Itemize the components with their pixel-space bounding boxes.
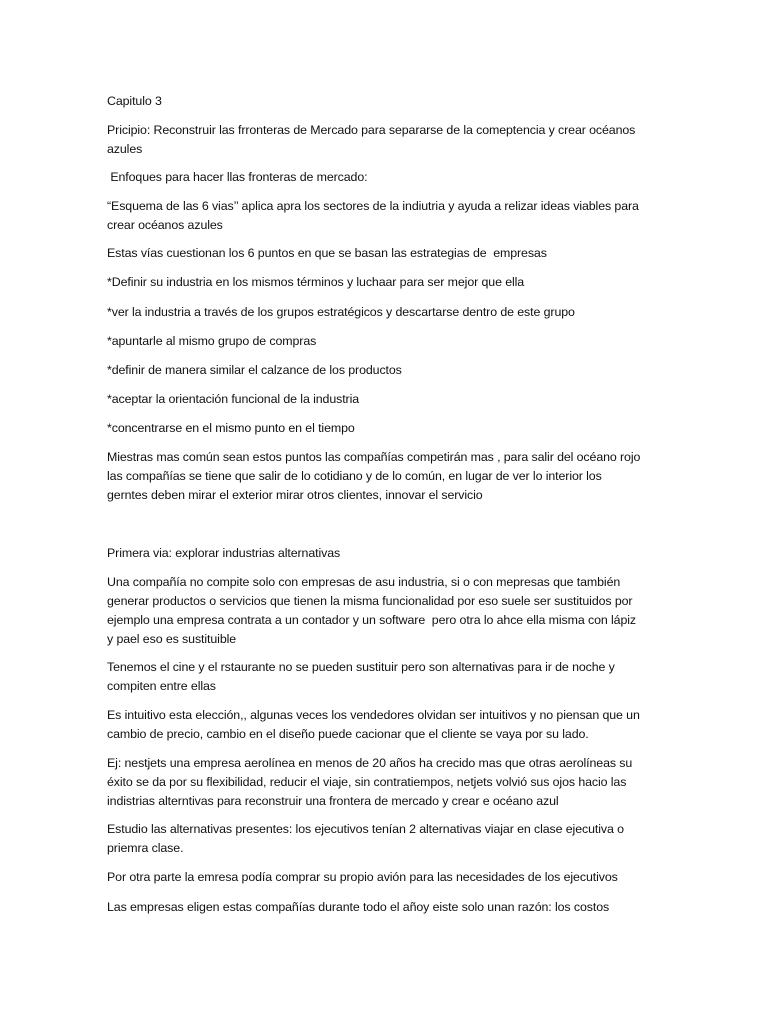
bullet-item: *Definir su industria en los mismos términos y luchaar para ser mejor que ella [107, 275, 525, 289]
six-paths-paragraph: “Esquema de las 6 vias’’ aplica apra los sectores de la indiutria y ayuda a relizar ideas viables para crear océanos azules [107, 199, 639, 232]
executives-paragraph: Estudio las alternativas presentes: los ejecutivos tenían 2 alternativas viajar en clase ejecutiva o priemra clase. [107, 822, 624, 855]
costs-paragraph: Las empresas eligen estas compañías durante todo el añoy eiste solo unan razón: los costos [107, 900, 610, 914]
own-plane-paragraph: Por otra parte la emresa podía comprar su propio avión para las necesidades de los ejecutivos [107, 870, 618, 884]
paths-question-paragraph: Estas vías cuestionan los 6 puntos en que se basan las estrategias de empresas [107, 246, 547, 260]
bullet-item: *apuntarle al mismo grupo de compras [107, 334, 317, 348]
netjets-paragraph: Ej: nestjets una empresa aerolínea en menos de 20 años ha crecido mas que otras aerolíneas su éxito se da por su flexibilidad, reducir el viaje, sin contratiempos, netjets volvió sus ojos hacio las indistrias alterntivas para reconstruir una frontera de mercado y crear e océano azul [107, 756, 633, 808]
chapter-title: Capitulo 3 [107, 94, 162, 108]
first-path-heading: Primera via: explorar industrias alternativas [107, 546, 341, 560]
principle-paragraph: Pricipio: Reconstruir las frronteras de Mercado para separarse de la comeptencia y crear océanos azules [107, 123, 636, 156]
alternatives-paragraph: Una compañía no compite solo con empresas de asu industria, si o con mepresas que también generar productos o servicios que tienen la misma funcionalidad por eso suele ser sustituidos por ejemplo una empresa contrata a un contador y un software pero otra lo ahce ella misma con lápiz y pael eso es sustituible [107, 575, 637, 646]
bullet-item: *concentrarse en el mismo punto en el tiempo [107, 421, 355, 435]
bullet-item: *ver la industria a través de los grupos estratégicos y descartarse dentro de este grupo [107, 305, 575, 319]
intuitive-paragraph: Es intuitivo esta elección,, algunas veces los vendedores olvidan ser intuitivos y no piensan que un cambio de precio, cambio en el diseño puede cacionar que el cliente se vaya por su lado. [107, 708, 640, 741]
red-ocean-paragraph: Miestras mas común sean estos puntos las compañías competirán mas , para salir del océano rojo las compañías se tiene que salir de lo cotidiano y de lo común, en lugar de ver lo interior los gerntes deben mirar el exterior mirar otros clientes, innovar el servicio [107, 450, 641, 502]
bullet-item: *definir de manera similar el calzance de los productos [107, 363, 402, 377]
cinema-paragraph: Tenemos el cine y el rstaurante no se pueden sustituir pero son alternativas para ir de noche y compiten entre ellas [107, 660, 615, 693]
approaches-heading: Enfoques para hacer llas fronteras de mercado: [107, 170, 368, 184]
bullet-item: *aceptar la orientación funcional de la industria [107, 392, 360, 406]
